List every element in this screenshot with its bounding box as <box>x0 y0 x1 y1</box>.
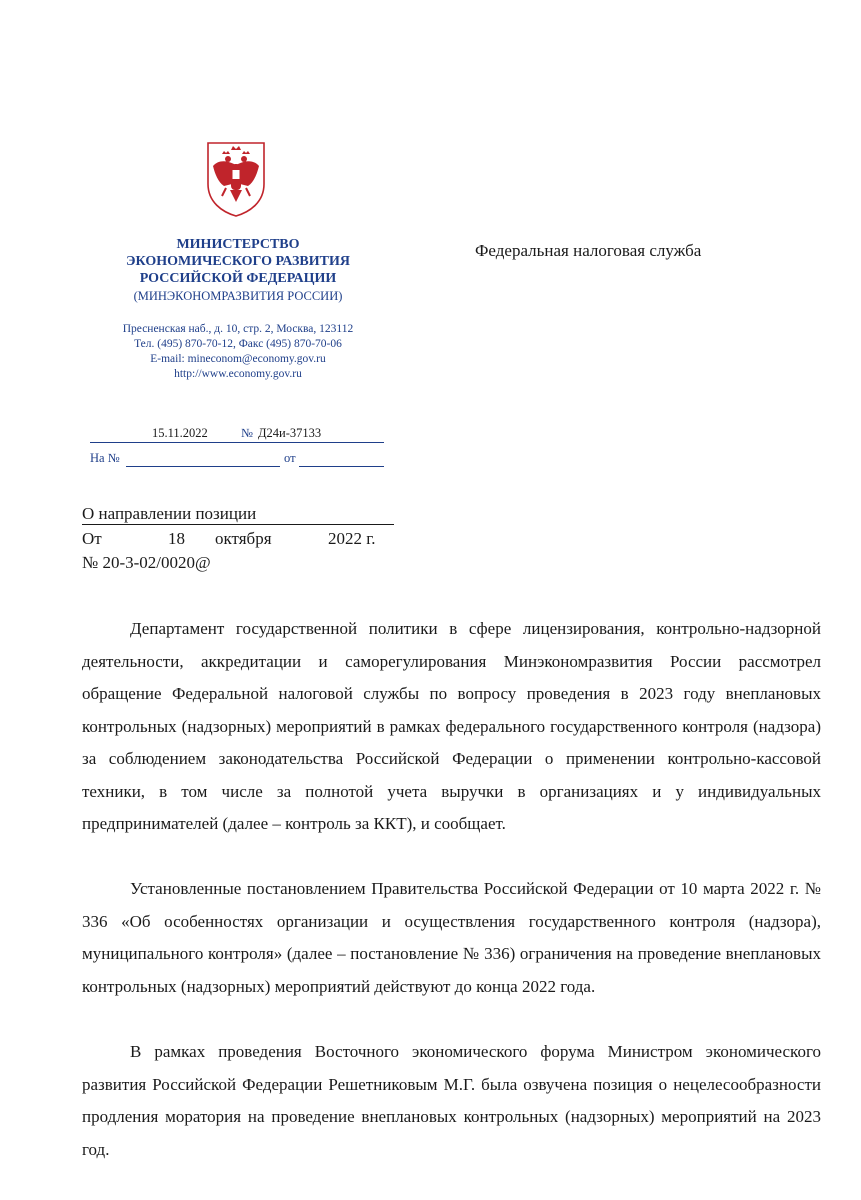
ministry-short-name: (МИНЭКОНОМРАЗВИТИЯ РОССИИ) <box>133 289 343 303</box>
reply-number-label: На № <box>90 451 120 465</box>
ministry-name-line3: РОССИЙСКОЙ ФЕДЕРАЦИИ <box>139 271 337 286</box>
reply-date-label: от <box>284 451 296 465</box>
registration-number-label: № <box>241 426 253 440</box>
subject-month: октября <box>215 529 272 548</box>
registration-date: 15.11.2022 <box>152 426 208 440</box>
coat-of-arms-emblem <box>204 140 268 218</box>
body-paragraph-2: Установленные постановлением Правительства Российской Федерации от 10 марта 2022 г. № 336 «Об особенностях организации и осуществления государственного контроля (надзора), муниципального контроля» (далее – постановление № 336) ограничения на проведение внеплановых контрольных (надзорных) мероприятий действуют до конца 2022 года. <box>82 879 821 996</box>
ministry-phone: Тел. (495) 870-70-12, Факс (495) 870-70-06 <box>134 338 342 350</box>
body-paragraph-3: В рамках проведения Восточного экономического форума Министром экономического развития Российской Федерации Решетниковым М.Г. была озвучена позиция о нецелесообразности продления моратория на проведение внеплановых контрольных (надзорных) мероприятий на 2023 год. <box>82 1042 821 1159</box>
addressee: Федеральная налоговая служба <box>475 241 702 260</box>
subject-year: 2022 г. <box>328 529 376 548</box>
registration-underline <box>90 442 384 443</box>
subject-from-word: От <box>82 529 102 548</box>
subject-reference-number: № 20-3-02/0020@ <box>82 553 211 572</box>
reply-date-underline <box>299 466 384 467</box>
ministry-name-line2: ЭКОНОМИЧЕСКОГО РАЗВИТИЯ <box>126 254 350 269</box>
reply-number-underline <box>126 466 280 467</box>
ministry-website: http://www.economy.gov.ru <box>174 368 302 380</box>
registration-number: Д24и-37133 <box>258 426 322 440</box>
ministry-email: E-mail: mineconom@economy.gov.ru <box>150 353 326 365</box>
subject-line: О направлении позиции <box>82 504 394 525</box>
body-paragraph-1: Департамент государственной политики в сфере лицензирования, контрольно-надзорной деятельности, аккредитации и саморегулирования Минэкономразвития России рассмотрел обращение Федеральной налоговой службы по вопросу проведения в 2023 году внеплановых контрольных (надзорных) мероприятий в рамках федерального государственного контроля (надзора) за соблюдением законодательства Российской Федерации о применении контрольно-кассовой техники, в том числе за полнотой учета выручки в организациях и у индивидуальных предпринимателей (далее – контроль за ККТ), и сообщает. <box>82 619 821 833</box>
subject-date-line <box>82 529 384 551</box>
ministry-address: Пресненская наб., д. 10, стр. 2, Москва, 123112 <box>122 323 354 335</box>
subject-day: 18 <box>168 529 185 548</box>
ministry-name-line1: МИНИСТЕРСТВО <box>176 237 300 252</box>
